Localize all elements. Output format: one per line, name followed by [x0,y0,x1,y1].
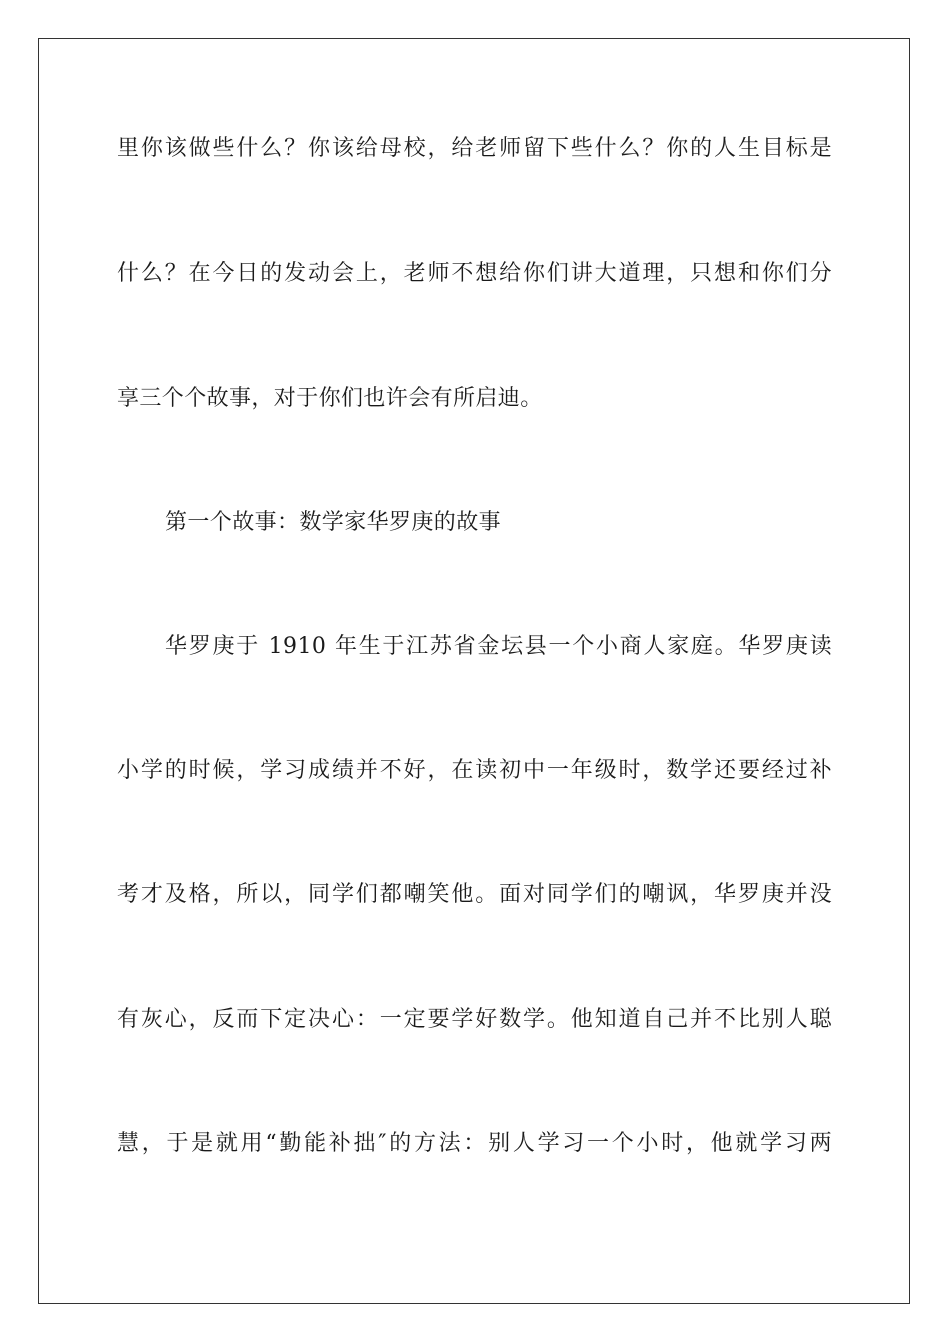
paragraph-line-7: 考才及格，所以，同学们都嘲笑他。面对同学们的嘲讽，华罗庚并没 [117,882,832,907]
paragraph-line-6: 小学的时候，学习成绩并不好，在读初中一年级时，数学还要经过补 [117,758,832,783]
paragraph-line-5: 华罗庚于 1910 年生于江苏省金坛县一个小商人家庭。华罗庚读 [165,634,832,659]
paragraph-line-8: 有灰心，反而下定决心：一定要学好数学。他知道自己并不比别人聪 [117,1007,832,1032]
paragraph-line-1: 里你该做些什么？你该给母校，给老师留下些什么？你的人生目标是 [117,136,832,161]
paragraph-line-3: 享三个个故事，对于你们也许会有所启迪。 [117,386,543,411]
paragraph-line-9: 慧，于是就用“勤能补拙″的方法：别人学习一个小时，他就学习两 [117,1131,832,1156]
page-border [38,38,910,1304]
section-heading-first-story: 第一个故事：数学家华罗庚的故事 [165,510,502,535]
paragraph-line-2: 什么？在今日的发动会上，老师不想给你们讲大道理，只想和你们分 [117,261,832,286]
